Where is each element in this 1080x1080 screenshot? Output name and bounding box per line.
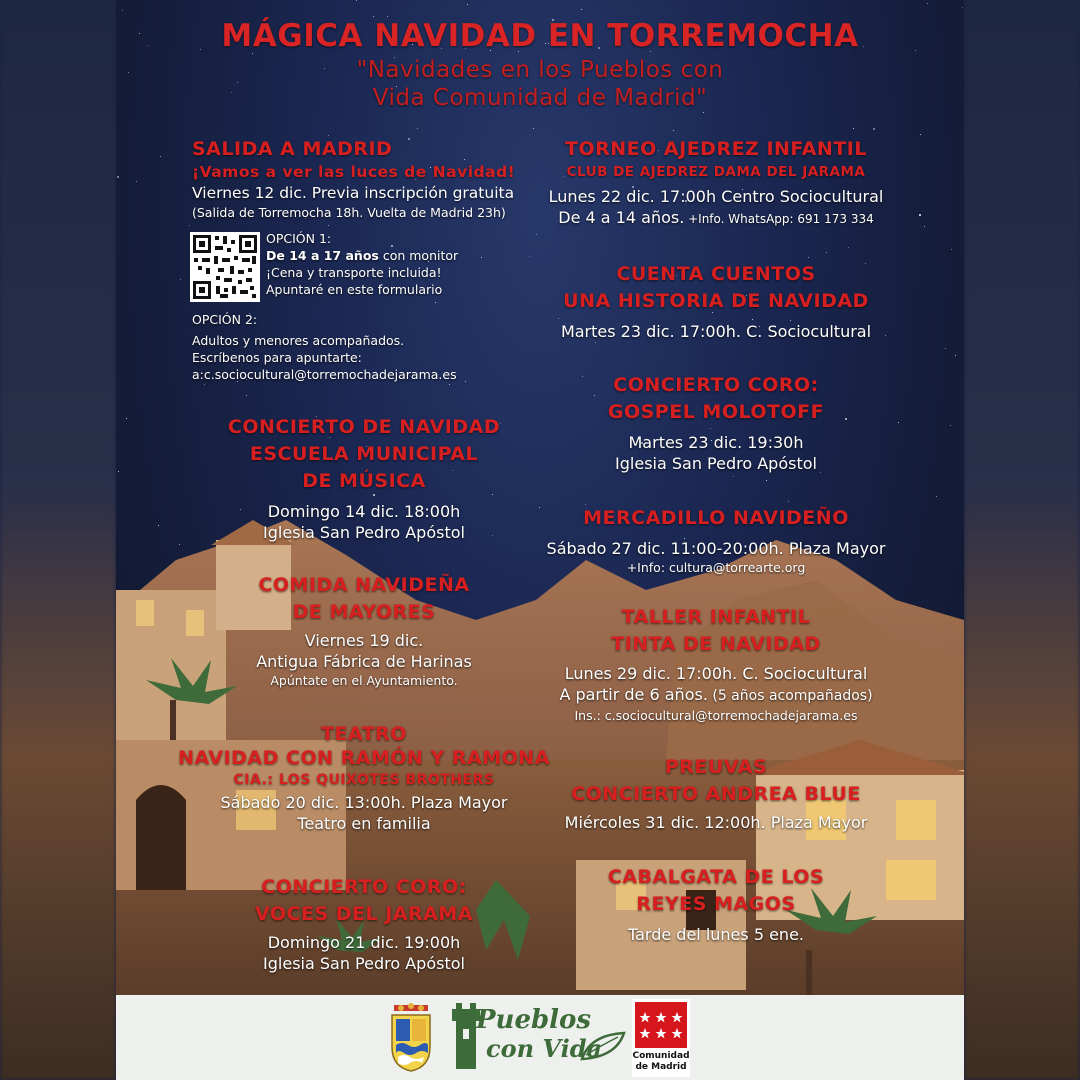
left-event-teatro: [176, 722, 552, 834]
opcion-1-age-line: [266, 247, 516, 264]
opcion-2-line-2: Escríbenos para apuntarte:: [192, 350, 362, 365]
opcion-1-age-rest: con monitor: [378, 248, 459, 263]
salida-note: (Salida de Torremocha 18h. Vuelta de Madrid 23h): [192, 205, 506, 220]
de-madrid-label: de Madrid: [635, 1062, 687, 1072]
event-title-line: CABALGATA DE LOS: [607, 866, 825, 888]
blurred-background-right: [964, 0, 1080, 1080]
poster-subtitle-line-1: "Navidades en los Pueblos con: [356, 57, 724, 83]
event-title-line: TORNEO AJEDREZ INFANTIL: [565, 138, 867, 160]
right-event-torneo-ajedrez: [536, 136, 896, 230]
event-detail-with-note: [536, 684, 896, 707]
right-event-cabalgata: [536, 864, 896, 945]
event-title-line: REYES MAGOS: [636, 893, 796, 915]
comunidad-de-madrid-logo: [632, 999, 690, 1077]
poster: [116, 0, 964, 1080]
salida-title: SALIDA A MADRID: [192, 138, 393, 160]
event-title-line: ESCUELA MUNICIPAL: [249, 443, 479, 465]
event-detail: Domingo 14 dic. 18:00h: [267, 502, 461, 521]
event-info: +Info. WhatsApp: 691 173 334: [684, 212, 874, 226]
right-event-mercadillo: [536, 505, 896, 576]
torremocha-coat-of-arms-icon: [388, 1001, 434, 1073]
salida-madrid-section: [192, 136, 552, 221]
event-title-line: CONCIERTO CORO:: [613, 374, 819, 396]
logo-text-con-vida: con Vida: [486, 1034, 603, 1063]
event-title-line: COMIDA NAVIDEÑA: [258, 574, 470, 596]
opcion-1-line-2: ¡Cena y transporte incluida!: [266, 265, 442, 280]
event-detail: A partir de 6 años.: [559, 685, 708, 704]
event-detail-with-info: [536, 207, 896, 230]
sponsor-footer: [116, 995, 964, 1080]
event-title-line: DE MÚSICA: [302, 470, 426, 492]
salida-date: Viernes 12 dic. Previa inscripción gratuita: [192, 184, 515, 202]
event-title-line: TEATRO: [321, 723, 407, 745]
event-note: Ins.: c.sociocultural@torremochadejarama.es: [574, 708, 858, 723]
left-event-concierto-navidad: [176, 414, 552, 543]
right-event-gospel: [536, 372, 896, 474]
event-detail: Iglesia San Pedro Apóstol: [263, 954, 465, 973]
event-detail: Tarde del lunes 5 ene.: [627, 925, 804, 944]
event-company: CIA.: LOS QUIXOTES BROTHERS: [233, 772, 495, 788]
event-detail: Domingo 21 dic. 19:00h: [267, 933, 461, 952]
right-event-preuvas: [536, 754, 896, 833]
event-title-line: TALLER INFANTIL: [621, 606, 811, 628]
left-event-comida-navidena: [176, 572, 552, 689]
event-detail: Lunes 22 dic. 17:00h Centro Sociocultural: [548, 187, 884, 206]
qr-code-icon[interactable]: [190, 232, 260, 302]
event-title-line: TINTA DE NAVIDAD: [611, 633, 821, 655]
event-title-line: CUENTA CUENTOS: [616, 263, 816, 285]
blurred-background-left: [0, 0, 116, 1080]
event-detail: Iglesia San Pedro Apóstol: [263, 523, 465, 542]
event-detail: Sábado 20 dic. 13:00h. Plaza Mayor: [220, 793, 508, 812]
event-title-line: DE MAYORES: [292, 601, 436, 623]
event-title-line: VOCES DEL JARAMA: [255, 903, 473, 925]
event-title-line: UNA HISTORIA DE NAVIDAD: [563, 290, 869, 312]
opcion-2-line-1: Adultos y menores acompañados.: [192, 333, 405, 348]
opcion-2-label: OPCIÓN 2:: [192, 312, 258, 327]
event-detail: Martes 23 dic. 17:00h. C. Sociocultural: [560, 322, 872, 341]
event-title-line: NAVIDAD CON RAMÓN Y RAMONA: [178, 747, 550, 769]
event-note: Apúntate en el Ayuntamiento.: [270, 673, 458, 688]
opcion-1-block: [266, 230, 516, 298]
right-event-cuenta-cuentos: [536, 261, 896, 342]
opcion-1-label: OPCIÓN 1:: [266, 231, 332, 246]
poster-subtitle-line-2: Vida Comunidad de Madrid": [372, 85, 708, 111]
salida-tagline: ¡Vamos a ver las luces de Navidad!: [192, 163, 516, 181]
event-detail: Iglesia San Pedro Apóstol: [615, 454, 817, 473]
event-detail: De 4 a 14 años.: [558, 208, 685, 227]
left-event-coro-voces: [176, 874, 552, 974]
opcion-1-line-3: Apuntaré en este formulario: [266, 282, 443, 297]
opcion-1-age: De 14 a 17 años: [266, 248, 379, 263]
event-title-line: PREUVAS: [664, 756, 768, 778]
event-detail: Sábado 27 dic. 11:00-20:00h. Plaza Mayor: [546, 539, 886, 558]
poster-header: [116, 16, 964, 112]
event-note: +Info: cultura@torrearte.org: [626, 560, 806, 575]
opcion-2-block: [192, 311, 522, 383]
leaf-icon: [580, 1031, 626, 1061]
event-detail: Antigua Fábrica de Harinas: [256, 652, 472, 671]
event-detail: Viernes 19 dic.: [304, 631, 424, 650]
event-title-line: CONCIERTO DE NAVIDAD: [227, 416, 501, 438]
event-title-line: CONCIERTO ANDREA BLUE: [571, 783, 861, 805]
event-detail: Lunes 29 dic. 17:00h. C. Sociocultural: [564, 664, 868, 683]
event-age-note: (5 años acompañados): [707, 688, 873, 704]
event-title-line: GOSPEL MOLOTOFF: [607, 401, 825, 423]
event-detail: Teatro en familia: [297, 814, 431, 833]
poster-title: MÁGICA NAVIDAD EN TORREMOCHA: [221, 18, 859, 54]
comunidad-label: Comunidad: [632, 1051, 690, 1061]
opcion-2-email[interactable]: a:c.sociocultural@torremochadejarama.es: [192, 367, 457, 382]
event-detail: Miércoles 31 dic. 12:00h. Plaza Mayor: [564, 813, 868, 832]
logo-text-pueblos: Pueblos: [476, 1005, 592, 1035]
event-title-line: CONCIERTO CORO:: [261, 876, 467, 898]
event-title-line: MERCADILLO NAVIDEÑO: [583, 507, 849, 529]
right-event-taller-infantil: [536, 604, 896, 724]
madrid-flag-stars-icon: [635, 1002, 687, 1048]
event-organizer: CLUB DE AJEDREZ DAMA DEL JARAMA: [566, 164, 866, 180]
event-detail: Martes 23 dic. 19:30h: [628, 433, 804, 452]
